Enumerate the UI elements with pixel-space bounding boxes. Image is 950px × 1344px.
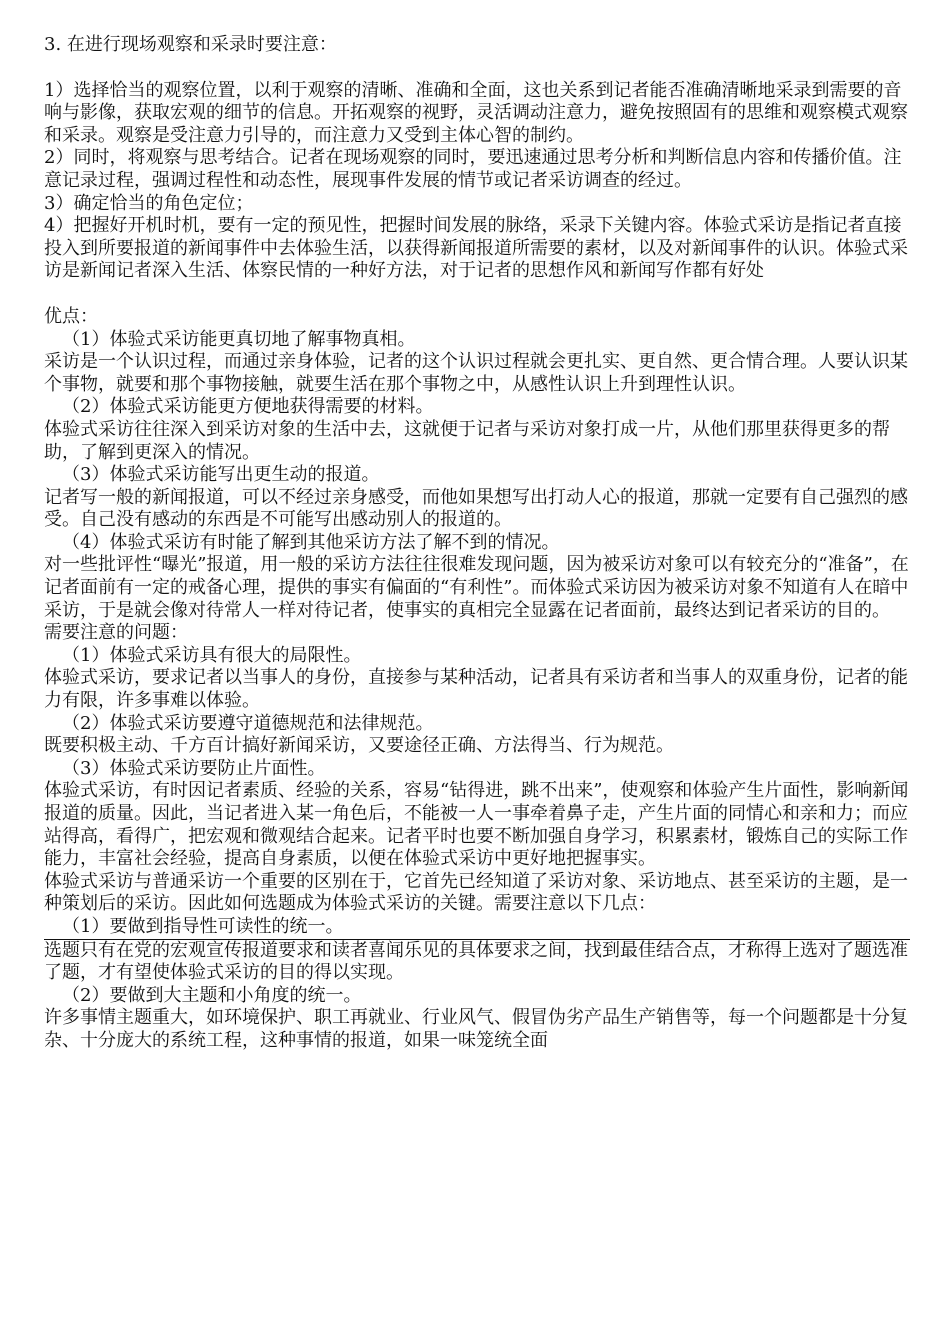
advantage-1-title: （1）体验式采访能更真切地了解事物真相。 <box>62 328 416 350</box>
advantage-3-body: 记者写一般的新闻报道，可以不经过亲身感受，而他如果想写出打动人心的报道，那就一定要有自己强烈的感受。自己没有感动的东西是不可能写出感动别人的报道的。 <box>44 486 908 531</box>
advantage-4-body: 对一些批评性“曝光”报道，用一般的采访方法往往很难发现问题，因为被采访对象可以有较充分的“准备”，在记者面前有一定的戒备心理，提供的事实有偏面的“有利性”。而体验式采访因为被采访对象不知道有人在暗中采访，于是就会像对待常人一样对待记者，使事实的真相完全显露在记者面前，最终达到记者采访的目的。 <box>44 554 909 621</box>
issues-label: 需要注意的问题： <box>44 622 188 644</box>
point-2: 2）同时，将观察与思考结合。记者在现场观察的同时，要迅速通过思考分析和判断信息内容和传播价值。注意记录过程，强调过程性和动态性，展现事件发展的情节或记者采访调查的经过。 <box>44 147 902 191</box>
advantages-label: 优点： <box>44 305 98 327</box>
advantage-2-body: 体验式采访往往深入到采访对象的生活中去，这就便于记者与采访对象打成一片，从他们那里获得更多的帮助，了解到更深入的情况。 <box>44 418 890 463</box>
topic-intro: 体验式采访与普通采访一个重要的区别在于，它首先已经知道了采访对象、采访地点、甚至采访的主题，是一种策划后的采访。因此如何选题成为体验式采访的关键。需要注意以下几点： <box>44 870 908 915</box>
advantage-1-body: 采访是一个认识过程，而通过亲身体验，记者的这个认识过程就会更扎实、更自然、更合情合理。人要认识某个事物，就要和那个事物接触，就要生活在那个事物之中，从感性认识上升到理性认识。 <box>44 351 908 395</box>
document-page <box>44 34 910 1053</box>
advantage-4-title: （4）体验式采访有时能了解到其他采访方法了解不到的情况。 <box>62 531 560 553</box>
issue-2-body: 既要积极主动、千方百计搞好新闻采访，又要途径正确、方法得当、行为规范。 <box>44 735 674 757</box>
topic-2-body: 许多事情主题重大，如环境保护、职工再就业、行业风气、假冒伪劣产品生产销售等，每一个问题都是十分复杂、十分庞大的系统工程，这种事情的报道，如果一味笼统全面 <box>44 1007 908 1051</box>
issue-1-body: 体验式采访，要求记者以当事人的身份，直接参与某种活动，记者具有采访者和当事人的双重身份，记者的能力有限，许多事难以体验。 <box>44 667 908 712</box>
issue-2-title: （2）体验式采访要遵守道德规范和法律规范。 <box>62 712 434 734</box>
spacer <box>44 57 910 80</box>
topic-2-title: （2）要做到大主题和小角度的统一。 <box>62 984 362 1006</box>
topic-1-body: 选题只有在党的宏观宣传报道要求和读者喜闻乐见的具体要求之间，找到最佳结合点，才称得上选对了题选准了题，才有望使体验式采访的目的得以实现。 <box>44 939 908 984</box>
spacer <box>44 283 910 306</box>
issue-3-title: （3）体验式采访要防止片面性。 <box>62 757 326 779</box>
advantage-2-title: （2）体验式采访能更方便地获得需要的材料。 <box>62 396 434 418</box>
issue-3-body: 体验式采访，有时因记者素质、经验的关系，容易“钻得进，跳不出来”，使观察和体验产生片面性，影响新闻报道的质量。因此，当记者进入某一角色后，不能被一人一事牵着鼻子走，产生片面的同情心和亲和力；而应站得高，看得广，把宏观和微观结合起来。记者平时也要不断加强自身学习，积累素材，锻炼自己的实际工作能力，丰富社会经验，提高自身素质，以便在体验式采访中更好地把握事实。 <box>44 780 909 870</box>
topic-1-title: （1）要做到指导性可读性的统一。 <box>44 916 910 940</box>
point-4: 4）把握好开机时机，要有一定的预见性，把握时间发展的脉络，采录下关键内容。体验式采访是指记者直接投入到所要报道的新闻事件中去体验生活，以获得新闻报道所需要的素材，以及对新闻事件的认识。体验式采访是新闻记者深入生活、体察民情的一种好方法，对于记者的思想作风和新闻写作都有好处 <box>44 215 908 282</box>
point-1: 1）选择恰当的观察位置，以利于观察的清晰、准确和全面，这也关系到记者能否准确清晰地采录到需要的音响与影像，获取宏观的细节的信息。开拓观察的视野，灵活调动注意力，避免按照固有的思维和观察模式观察和采录。观察是受注意力引导的，而注意力又受到主体心智的制约。 <box>44 79 908 146</box>
issue-1-title: （1）体验式采访具有很大的局限性。 <box>62 644 362 666</box>
advantage-3-title: （3）体验式采访能写出更生动的报道。 <box>62 464 380 486</box>
section-heading: 3. 在进行现场观察和采录时要注意： <box>44 34 337 55</box>
point-3: 3）确定恰当的角色定位； <box>44 192 254 214</box>
